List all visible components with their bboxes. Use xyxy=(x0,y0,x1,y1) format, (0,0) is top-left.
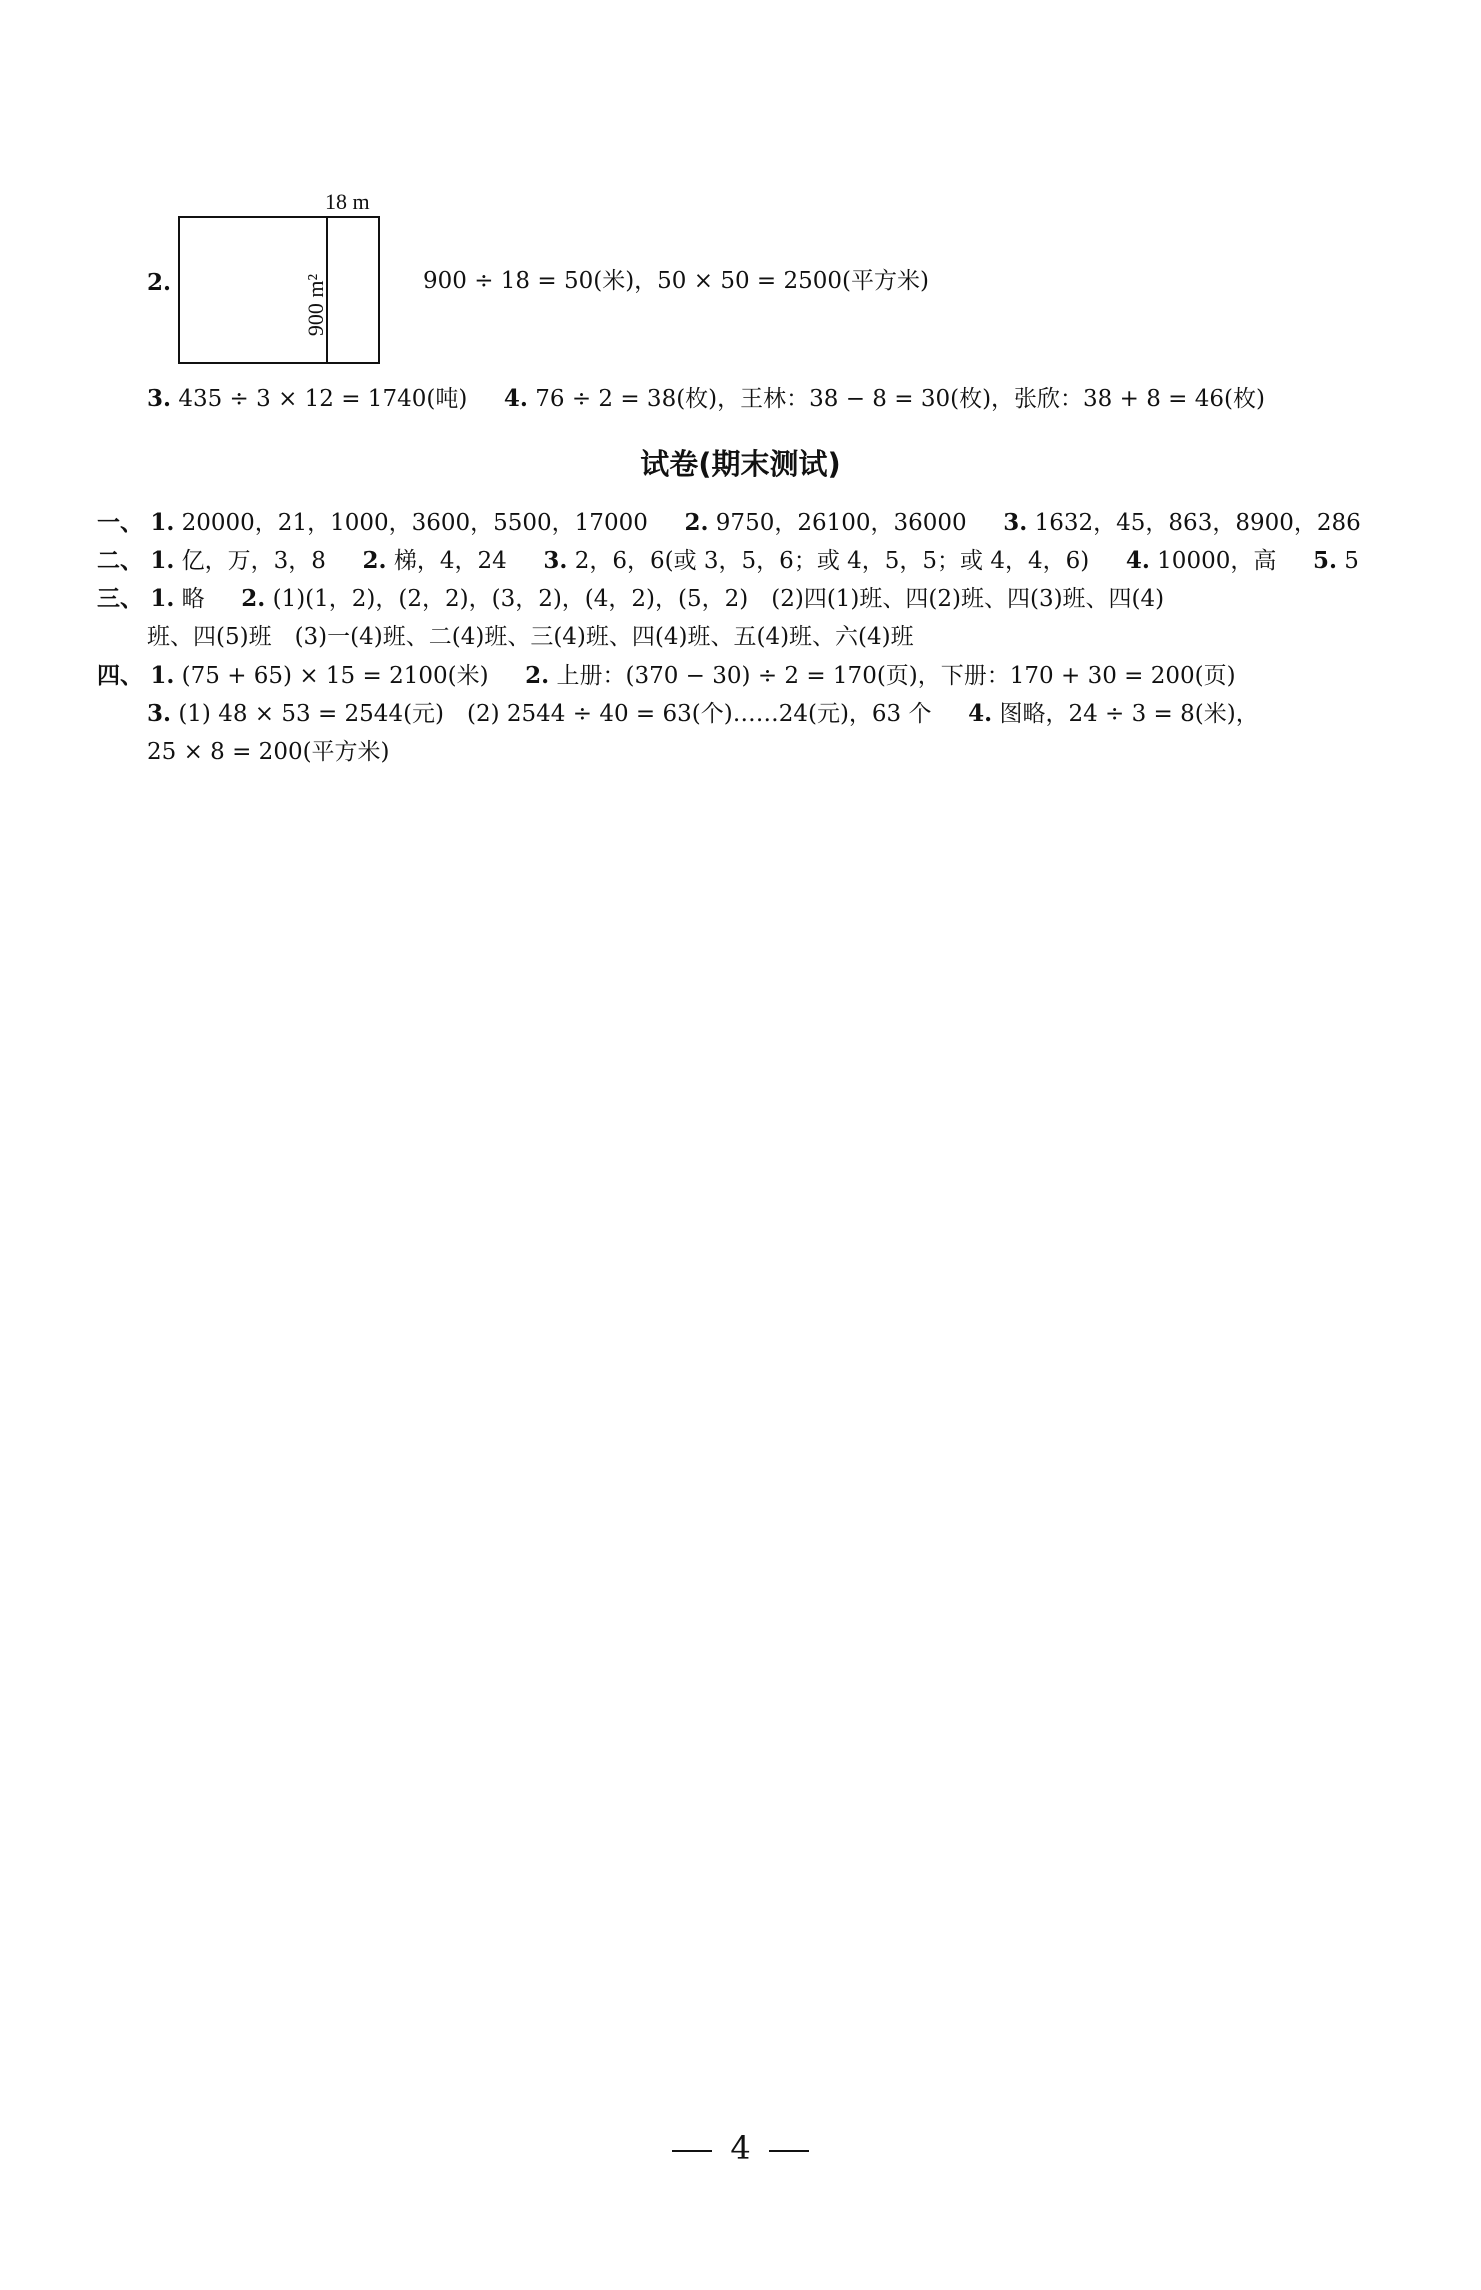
part3-item1-num: 1. xyxy=(150,585,175,612)
part4-item4-num: 4. xyxy=(968,700,993,727)
part2-item2-num: 2. xyxy=(362,547,387,574)
part4-line3: 25 × 8 = 200(平方米) xyxy=(147,739,390,765)
part1-item1-num: 1. xyxy=(150,509,175,536)
part2-item5-num: 5. xyxy=(1312,547,1337,574)
part2-line xyxy=(97,546,1359,576)
part4-item2-num: 2. xyxy=(525,662,550,689)
part4-item1-text: (75 + 65) × 15 = 2100(米) xyxy=(181,663,489,689)
part2-item4-text: 10000，高 xyxy=(1157,548,1277,574)
page-number-value: 4 xyxy=(730,2129,751,2167)
part4-prefix: 四、 xyxy=(97,662,143,689)
q3-answer: 435 ÷ 3 × 12 = 1740(吨) xyxy=(178,386,468,412)
q3-number: 3. xyxy=(147,385,172,412)
figure-width-label: 18 m xyxy=(325,189,370,214)
part2-item3-text: 2，6，6(或 3，5，6；或 4，5，5；或 4，4，6) xyxy=(574,548,1090,574)
part1-prefix: 一、 xyxy=(97,509,143,536)
part2-item1-num: 1. xyxy=(150,547,175,574)
q3-q4-line xyxy=(147,384,1265,414)
part2-prefix: 二、 xyxy=(97,547,143,574)
part1-item3-num: 3. xyxy=(1003,509,1028,536)
part4-item3-text: (1) 48 × 53 = 2544(元) (2) 2544 ÷ 40 = 63(个)……24(元)，63 个 xyxy=(178,701,932,727)
part1-item1-text: 20000，21，1000，3600，5500，17000 xyxy=(181,510,648,536)
part2-item5-text: 5 xyxy=(1344,548,1359,574)
part2-item4-num: 4. xyxy=(1125,547,1150,574)
dash-left xyxy=(672,2150,712,2152)
q4-number: 4. xyxy=(503,385,528,412)
part4-item2-text: 上册：(370 − 30) ÷ 2 = 170(页)，下册：170 + 30 = 200(页) xyxy=(556,663,1236,689)
part1-item2-text: 9750，26100，36000 xyxy=(715,510,967,536)
part4-item4-text-line1: 图略，24 ÷ 3 = 8(米)， xyxy=(999,701,1259,727)
q4-answer: 76 ÷ 2 = 38(枚)，王林：38 − 8 = 30(枚)，张欣：38 + 8 = 46(枚) xyxy=(535,386,1265,412)
part2-item3-num: 3. xyxy=(543,547,568,574)
part1-line xyxy=(97,508,1361,538)
part4-line2 xyxy=(147,699,1259,729)
q2-number: 2. xyxy=(147,269,172,296)
part1-item3-text: 1632，45，863，8900，286 xyxy=(1034,510,1361,536)
section-title: 试卷(期末测试) xyxy=(640,447,841,481)
part3-line1 xyxy=(97,584,1164,614)
part2-item2-text: 梯，4，24 xyxy=(393,548,507,574)
part4-item1-num: 1. xyxy=(150,662,175,689)
page-number xyxy=(0,2128,1481,2168)
part3-line2: 班、四(5)班 (3)一(4)班、二(4)班、三(4)班、四(4)班、五(4)班、六(4)班 xyxy=(147,624,914,650)
part3-item1-text: 略 xyxy=(181,586,205,612)
q2-answer: 900 ÷ 18 = 50(米)，50 × 50 = 2500(平方米) xyxy=(423,268,929,294)
part3-prefix: 三、 xyxy=(97,585,143,612)
part4-item3-num: 3. xyxy=(147,700,172,727)
figure-area-label: 900 m² xyxy=(303,273,328,337)
rectangle-figure xyxy=(178,216,380,364)
part3-item2-text-line1: (1)(1，2)，(2，2)，(3，2)，(4，2)，(5，2) (2)四(1)班、四(2)班、四(3)班、四(4) xyxy=(272,586,1165,612)
part2-item1-text: 亿，万，3，8 xyxy=(181,548,326,574)
part4-line1 xyxy=(97,661,1236,691)
part1-item2-num: 2. xyxy=(684,509,709,536)
part3-item2-num: 2. xyxy=(241,585,266,612)
dash-right xyxy=(769,2150,809,2152)
